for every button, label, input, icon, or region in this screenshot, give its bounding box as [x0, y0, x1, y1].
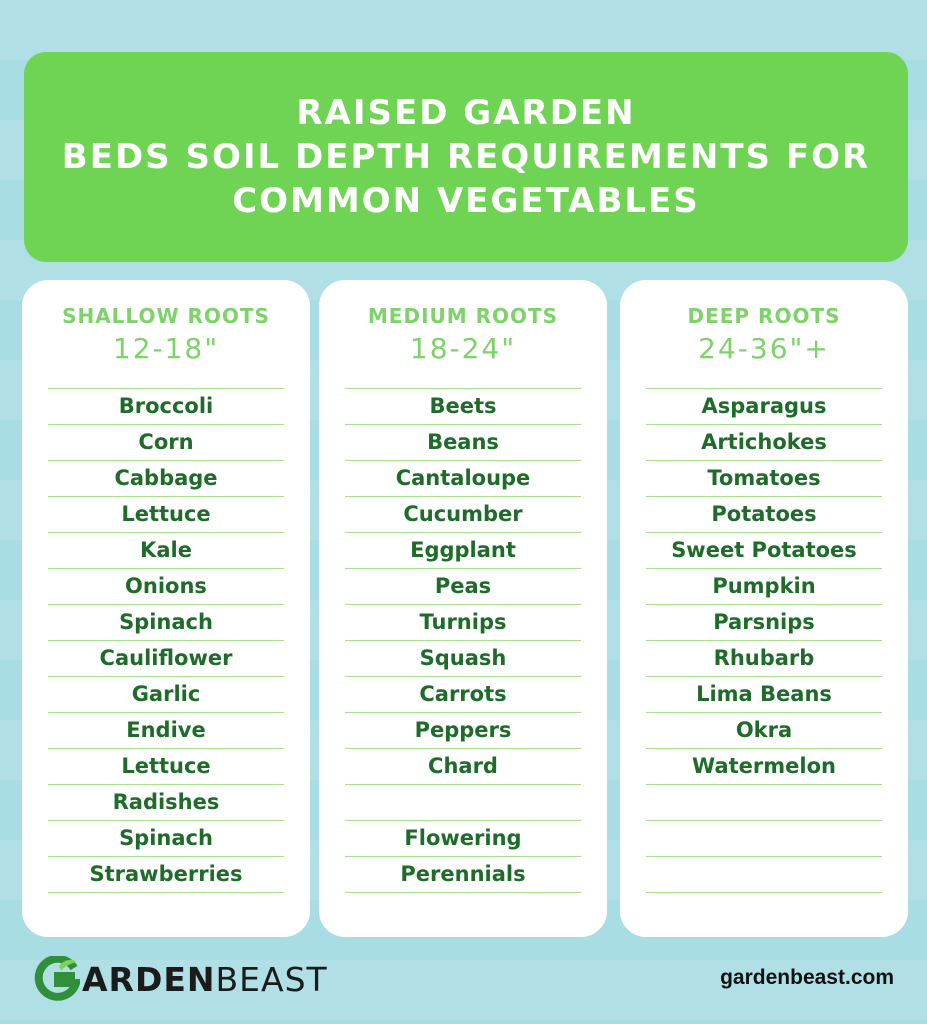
card-deep-roots — [620, 280, 908, 937]
list-item: Peppers — [345, 713, 581, 749]
logo-wordmark-part2: BEAST — [215, 959, 328, 999]
list-item — [646, 821, 882, 857]
list-item — [345, 785, 581, 821]
title-line-3: COMMON VEGETABLES — [232, 181, 700, 221]
list-item — [646, 785, 882, 821]
list-item: Sweet Potatoes — [646, 533, 882, 569]
list-item: Cabbage — [48, 461, 284, 497]
card-title: SHALLOW ROOTS — [62, 304, 270, 328]
gardenbeast-logo[interactable] — [34, 954, 328, 1004]
list-item: Kale — [48, 533, 284, 569]
list-item: Beets — [345, 389, 581, 425]
list-item: Strawberries — [48, 857, 284, 893]
card-depth-range: 12-18" — [112, 332, 220, 365]
list-item: Cucumber — [345, 497, 581, 533]
list-item: Beans — [345, 425, 581, 461]
list-item: Flowering — [345, 821, 581, 857]
list-item: Watermelon — [646, 749, 882, 785]
list-item: Corn — [48, 425, 284, 461]
list-item: Lettuce — [48, 497, 284, 533]
card-depth-range: 24-36"+ — [698, 332, 830, 365]
list-item: Eggplant — [345, 533, 581, 569]
list-item: Rhubarb — [646, 641, 882, 677]
logo-wordmark-part1: ARDEN — [82, 959, 216, 999]
list-item: Cauliflower — [48, 641, 284, 677]
card-depth-range: 18-24" — [409, 332, 517, 365]
list-item: Artichokes — [646, 425, 882, 461]
list-item: Carrots — [345, 677, 581, 713]
list-item: Squash — [345, 641, 581, 677]
card-shallow-roots — [22, 280, 310, 937]
vegetable-list — [646, 388, 882, 893]
list-item: Perennials — [345, 857, 581, 893]
list-item: Garlic — [48, 677, 284, 713]
card-title: DEEP ROOTS — [687, 304, 841, 328]
list-item: Spinach — [48, 821, 284, 857]
list-item: Turnips — [345, 605, 581, 641]
list-item: Broccoli — [48, 389, 284, 425]
card-title: MEDIUM ROOTS — [367, 304, 559, 328]
title-line-2: BEDS SOIL DEPTH REQUIREMENTS FOR — [61, 137, 871, 177]
title-line-1: RAISED GARDEN — [296, 93, 636, 133]
list-item: Lima Beans — [646, 677, 882, 713]
list-item: Cantaloupe — [345, 461, 581, 497]
list-item: Parsnips — [646, 605, 882, 641]
card-medium-roots — [319, 280, 607, 937]
logo-wordmark — [82, 960, 328, 999]
title-banner — [24, 52, 908, 262]
list-item: Onions — [48, 569, 284, 605]
list-item: Pumpkin — [646, 569, 882, 605]
list-item: Okra — [646, 713, 882, 749]
list-item: Chard — [345, 749, 581, 785]
gardenbeast-g-leaf-icon — [34, 956, 80, 1002]
list-item: Radishes — [48, 785, 284, 821]
vegetable-list — [345, 388, 581, 893]
site-url-link[interactable]: gardenbeast.com — [720, 966, 894, 989]
list-item: Endive — [48, 713, 284, 749]
vegetable-list — [48, 388, 284, 893]
list-item: Lettuce — [48, 749, 284, 785]
list-item: Peas — [345, 569, 581, 605]
list-item: Asparagus — [646, 389, 882, 425]
list-item: Potatoes — [646, 497, 882, 533]
list-item: Spinach — [48, 605, 284, 641]
list-item: Tomatoes — [646, 461, 882, 497]
list-item — [646, 857, 882, 893]
